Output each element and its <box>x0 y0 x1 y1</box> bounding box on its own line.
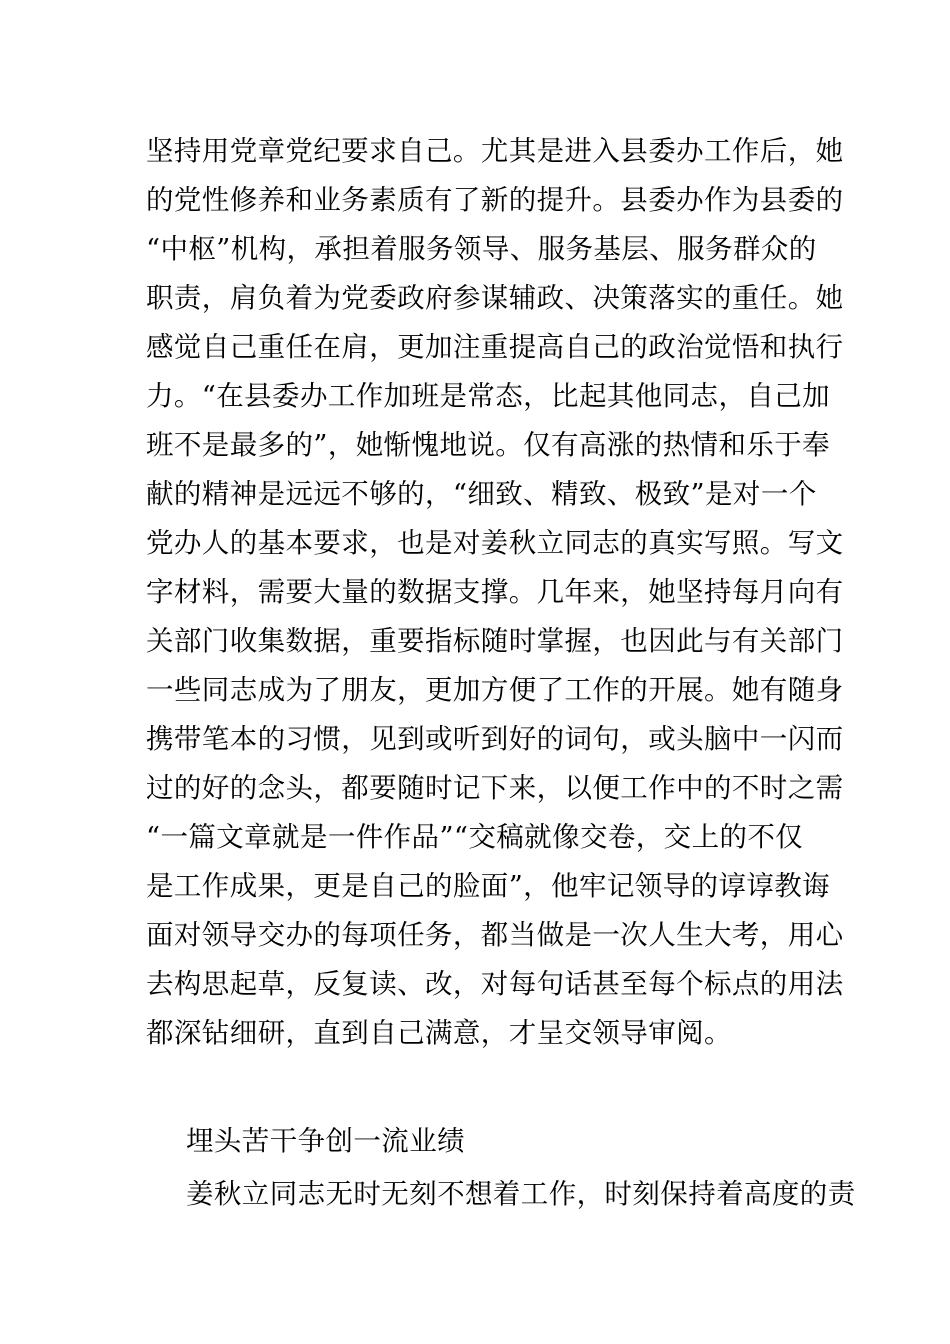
text-line: “中枢”机构，承担着服务领导、服务基层、服务群众的 <box>146 233 817 265</box>
text-line: 一些同志成为了朋友，更加方便了工作的开展。她有随身 <box>146 674 844 706</box>
text-line: 坚持用党章党纪要求自己。尤其是进入县委办工作后，她 <box>146 135 844 167</box>
text-line: “一篇文章就是一件作品”“交稿就像交卷，交上的不仅 <box>146 821 804 853</box>
text-line: 面对领导交办的每项任务，都当做是一次人生大考，用心 <box>146 919 844 951</box>
text-line: 的党性修养和业务素质有了新的提升。县委办作为县委的 <box>146 184 844 216</box>
text-line: 过的好的念头，都要随时记下来，以便工作中的不时之需 <box>146 772 844 804</box>
text-line: 献的精神是远远不够的，“细致、精致、极致”是对一个 <box>146 478 817 510</box>
text-line: 职责，肩负着为党委政府参谋辅政、决策落实的重任。她 <box>146 282 844 314</box>
text-line: 字材料，需要大量的数据支撑。几年来，她坚持每月向有 <box>146 576 844 608</box>
section-heading: 埋头苦干争创一流业绩 <box>186 1125 465 1157</box>
text-line: 党办人的基本要求，也是对姜秋立同志的真实写照。写文 <box>146 527 844 559</box>
text-line: 都深钻细研，直到自己满意，才呈交领导审阅。 <box>146 1017 732 1049</box>
text-line: 感觉自己重任在肩，更加注重提高自己的政治觉悟和执行 <box>146 331 844 363</box>
text-line: 携带笔本的习惯，见到或听到好的词句，或头脑中一闪而 <box>146 723 844 755</box>
text-line: 力。“在县委办工作加班是常态，比起其他同志，自己加 <box>146 380 831 412</box>
text-line: 关部门收集数据，重要指标随时掌握，也因此与有关部门 <box>146 625 844 657</box>
text-line: 班不是最多的”，她惭愧地说。仅有高涨的热情和乐于奉 <box>146 429 831 461</box>
text-line: 去构思起草，反复读、改，对每句话甚至每个标点的用法 <box>146 968 844 1000</box>
text-line: 是工作成果，更是自己的脸面”，他牢记领导的谆谆教诲 <box>146 870 831 902</box>
paragraph-body <box>146 127 844 1058</box>
paragraph-first-line: 姜秋立同志无时无刻不想着工作，时刻保持着高度的责 <box>186 1178 856 1210</box>
